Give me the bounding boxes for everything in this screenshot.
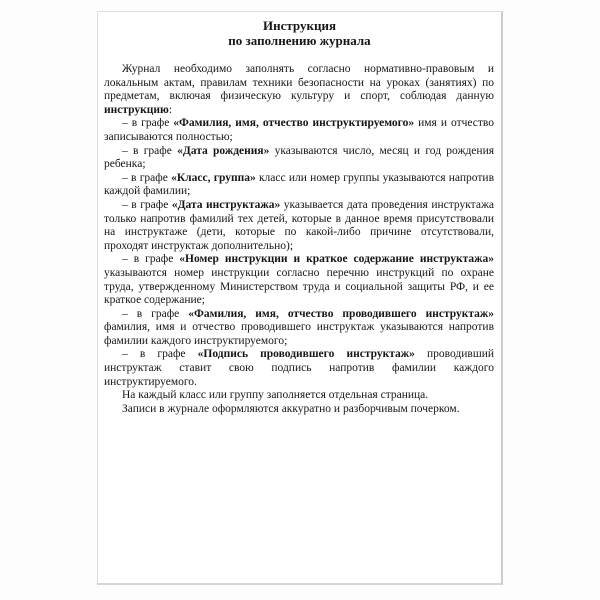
bold-text: инструкцию	[104, 103, 169, 116]
document-title	[98, 18, 501, 48]
document-body	[98, 63, 501, 416]
text: – в графе	[122, 117, 174, 130]
text: – в графе	[122, 253, 180, 266]
text: Записи в журнале оформляются аккуратно и разборчивым почерком.	[122, 402, 460, 415]
paragraph	[104, 117, 494, 144]
text: имя и отчество записываются полностью;	[104, 117, 494, 143]
bold-text: «Подпись проводившего инструктаж»	[197, 348, 415, 361]
document-page	[97, 11, 503, 585]
document-title-line: Инструкция	[263, 18, 336, 33]
text: указывается дата проведения инструктажа только напротив фамилий тех детей, которые в данное время присутствовали на инструктаже (дети, которые по какой-либо причине отсутствовали, проходят инструктаж дополнительно);	[104, 198, 494, 252]
paragraph	[104, 253, 494, 307]
text: На каждый класс или группу заполняется отдельная страница.	[122, 389, 429, 402]
text: класс или номер группы указываются напротив каждой фамилии;	[104, 171, 495, 198]
bold-text: «Номер инструкции и краткое содержание инструктажа»	[179, 253, 494, 266]
text: указываются число, месяц и год рождения ребенка;	[104, 144, 495, 171]
document-title-line: по заполнению журнала	[228, 33, 371, 48]
text: проводивший инструктаж ставит свою подпись напротив фамилии каждого инструктируемого.	[104, 348, 494, 388]
paragraph	[104, 389, 494, 403]
paragraph	[104, 403, 494, 417]
text: Журнал необходимо заполнять согласно нормативно-правовым и локальным актам, правилам техники безопасности на уроках (занятиях) по предметам, включая физическую культуру и спорт, соблюдая данную	[104, 63, 494, 103]
bold-text: «Фамилия, имя, отчество инструктируемого»	[173, 117, 415, 130]
text: фамилия, имя и отчество проводившего инструктаж указываются напротив фамилии каждого инструктируемого;	[104, 321, 494, 347]
text: :	[168, 103, 173, 116]
paragraph	[104, 145, 494, 172]
text: – в графе	[122, 348, 198, 361]
bold-text: «Класс, группа»	[171, 171, 256, 184]
paragraph	[104, 172, 494, 199]
bold-text: «Дата инструктажа»	[171, 198, 281, 211]
paragraph	[104, 348, 494, 389]
bold-text: «Дата рождения»	[177, 144, 270, 157]
text: – в графе	[122, 171, 172, 184]
text: – в графе	[122, 198, 172, 211]
text: – в графе	[122, 307, 189, 320]
paragraph	[104, 199, 494, 253]
bold-text: «Фамилия, имя, отчество проводившего инструктаж»	[188, 307, 494, 320]
text: – в графе	[122, 144, 178, 157]
text: указываются номер инструкции согласно перечню инструкций по охране труда, утвержденному Министерством труда и социальной защиты РФ, и ее краткое содержание;	[104, 266, 494, 307]
paragraph	[104, 308, 494, 349]
paragraph	[104, 63, 494, 117]
